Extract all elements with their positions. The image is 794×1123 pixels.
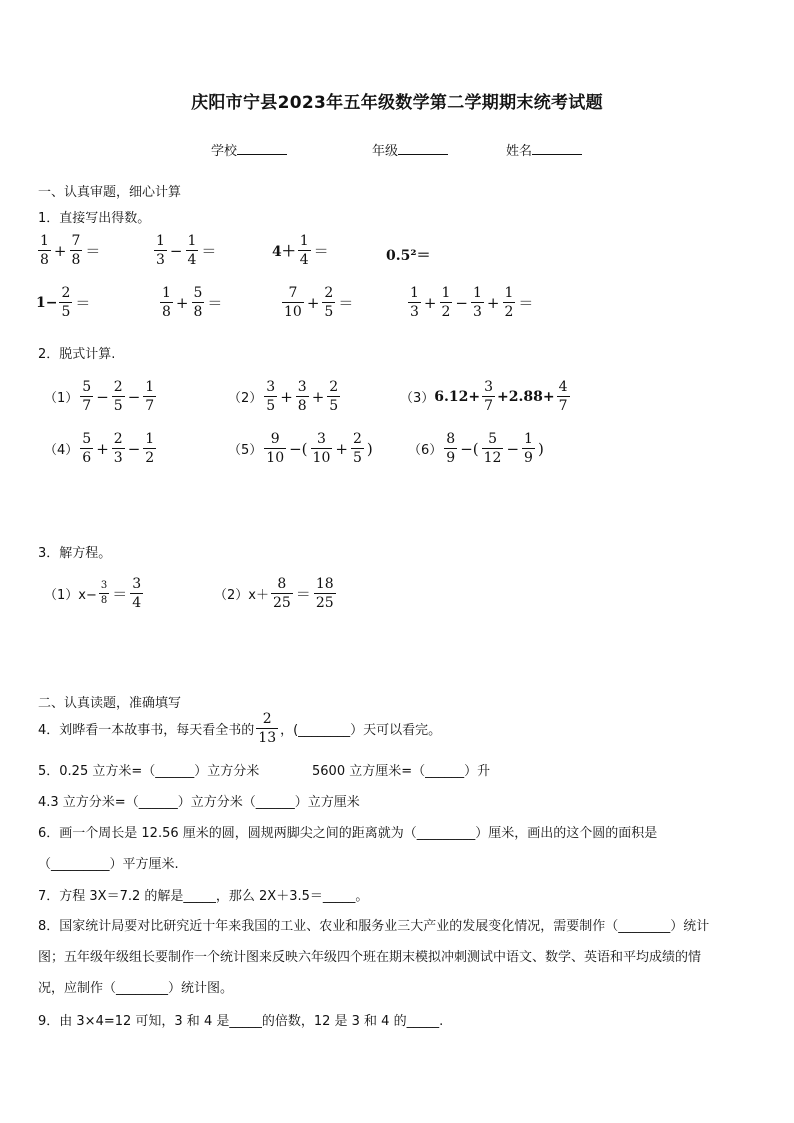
section-1-heading: 一、认真审题，细心计算 <box>38 185 182 200</box>
whole-part: 4＋ <box>272 243 296 260</box>
numerator: 1 <box>187 233 197 249</box>
term: +2.88+ <box>497 388 555 405</box>
numerator: 1 <box>299 233 309 249</box>
grade-blank[interactable] <box>398 141 448 155</box>
q1-item-e <box>36 286 91 319</box>
item-label: （2） <box>228 391 263 406</box>
question-5b: 5600 立方厘米=（______）升 <box>312 764 491 779</box>
operator: + <box>423 293 437 312</box>
term: 6.12+ <box>434 388 481 405</box>
q3-equation-2: （2）x＋ $\frac{8}{25}$ ＝ $\frac{18}{25}$ <box>214 576 334 611</box>
denominator: 4 <box>299 252 309 268</box>
question-8-line-2: 图；五年级年级组长要制作一个统计图来反映六年级四个班在期末模拟冲刺测试中语文、数学、英语和平均成绩的情 <box>38 950 702 965</box>
q3-equation-1: （1）x− $\frac{3}{8}$ ＝ $\frac{3}{4}$ <box>44 576 142 611</box>
operator: + <box>306 293 320 312</box>
name-field <box>506 140 582 159</box>
denominator: 4 <box>187 252 197 268</box>
question-2: 2．脱式计算. <box>38 347 116 362</box>
numerator: 7 <box>71 233 81 249</box>
q1-item-d: 0.5²＝ <box>386 248 431 264</box>
item-label: （4） <box>44 443 79 458</box>
q1-item-h <box>406 286 534 319</box>
denominator: 5 <box>61 304 71 320</box>
item-label: （1） <box>44 391 79 406</box>
item-label: （1）x− <box>44 588 97 603</box>
section-2-heading: 二、认真读题，准确填写 <box>38 696 182 711</box>
denominator: 3 <box>410 304 419 320</box>
q1-item-c <box>272 234 330 267</box>
grade-label: 年级 <box>372 144 399 159</box>
q2-item-4: （4） $\frac{5}{6}$ + $\frac{2}{3}$ − $\frac{1}{2}$ <box>44 431 155 466</box>
q2-item-3: （3） 6.12+ $\frac{3}{7}$ +2.88+ $\frac{4}{7}$ <box>400 379 568 414</box>
q2-item-6: （6） $\frac{8}{9}$ −( $\frac{5}{12}$ − $\frac{1}{9}$ ) <box>408 431 544 466</box>
q2-item-5: （5） $\frac{9}{10}$ −( $\frac{3}{10}$ + $\frac{2}{5}$ ) <box>228 431 373 466</box>
denominator: 5 <box>324 304 334 320</box>
item-label: （5） <box>228 443 263 458</box>
numerator: 1 <box>473 285 482 301</box>
question-5a: 5．0.25 立方米=（______）立方分米 <box>38 764 260 779</box>
operator: − <box>455 293 468 312</box>
q1-item-a <box>36 234 101 267</box>
question-4 <box>38 712 441 745</box>
operator: + <box>53 241 67 260</box>
equals: ＝ <box>338 294 354 312</box>
equals: ＝ <box>518 294 534 312</box>
numerator: 5 <box>193 285 203 301</box>
equals: ＝ <box>313 242 329 260</box>
item-label: （6） <box>408 443 443 458</box>
question-3: 3．解方程。 <box>38 546 112 561</box>
q1-item-f <box>158 286 223 319</box>
denominator: 3 <box>473 304 482 320</box>
question-4-text-b: ，(________）天可以看完。 <box>280 723 442 738</box>
numerator: 1 <box>410 285 419 301</box>
school-field <box>211 140 287 159</box>
page-title: 庆阳市宁县2023年五年级数学第二学期期末统考试题 <box>191 93 603 113</box>
equals: ＝ <box>112 585 128 603</box>
operator: + <box>175 293 189 312</box>
numerator: 1 <box>156 233 165 249</box>
name-label: 姓名 <box>506 144 533 159</box>
grade-field <box>372 140 448 159</box>
numerator: 1 <box>504 285 514 301</box>
question-1: 1．直接写出得数。 <box>38 211 151 226</box>
denominator: 10 <box>284 304 302 320</box>
school-label: 学校 <box>211 144 238 159</box>
denominator: 2 <box>504 304 514 320</box>
numerator: 2 <box>262 711 272 727</box>
question-7: 7．方程 3X＝7.2 的解是_____，那么 2X＋3.5＝_____。 <box>38 889 369 904</box>
question-6-line-2: （_________）平方厘米. <box>38 857 179 872</box>
question-6-line-1: 6．画一个周长是 12.56 厘米的圆，圆规两脚尖之间的距离就为（_________）厘米，画出的这个圆的面积是 <box>38 826 658 841</box>
q1-item-b <box>152 234 217 267</box>
denominator: 13 <box>258 730 277 746</box>
question-5c: 4.3 立方分米=（______）立方分米（______）立方厘米 <box>38 795 360 810</box>
denominator: 3 <box>156 252 165 268</box>
numerator: 7 <box>288 285 298 301</box>
name-blank[interactable] <box>532 141 582 155</box>
operator: − <box>169 241 183 260</box>
numerator: 2 <box>61 285 71 301</box>
equals: ＝ <box>75 294 91 312</box>
numerator: 1 <box>162 285 171 301</box>
q1-item-g <box>280 286 354 319</box>
denominator: 8 <box>71 252 81 268</box>
numerator: 2 <box>324 285 334 301</box>
q2-item-1: （1） $\frac{5}{7}$ − $\frac{2}{5}$ − $\frac{1}{7}$ <box>44 379 155 414</box>
operator: + <box>486 293 500 312</box>
equals: ＝ <box>201 242 217 260</box>
equals: ＝ <box>207 294 223 312</box>
q2-item-2: （2） $\frac{3}{5}$ + $\frac{3}{8}$ + $\frac{2}{5}$ <box>228 379 339 414</box>
numerator: 1 <box>441 285 451 301</box>
question-4-text-a: 4．刘晔看一本故事书，每天看全书的 <box>38 723 255 738</box>
denominator: 8 <box>193 304 203 320</box>
question-8-line-1: 8．国家统计局要对比研究近十年来我国的工业、农业和服务业三大产业的发展变化情况，需要制作（________）统计 <box>38 919 710 934</box>
school-blank[interactable] <box>237 141 287 155</box>
denominator: 8 <box>162 304 171 320</box>
item-label: （2）x＋ <box>214 588 269 603</box>
question-8-line-3: 况，应制作（________）统计图。 <box>38 981 234 996</box>
item-label: （3） <box>400 391 435 406</box>
denominator: 2 <box>441 304 451 320</box>
equals: ＝ <box>85 242 101 260</box>
equals: ＝ <box>295 585 311 603</box>
question-9: 9．由 3×4=12 可知，3 和 4 是_____的倍数，12 是 3 和 4 的_____. <box>38 1014 444 1029</box>
whole-part: 1− <box>36 294 58 311</box>
denominator: 8 <box>40 252 49 268</box>
numerator: 1 <box>40 233 49 249</box>
